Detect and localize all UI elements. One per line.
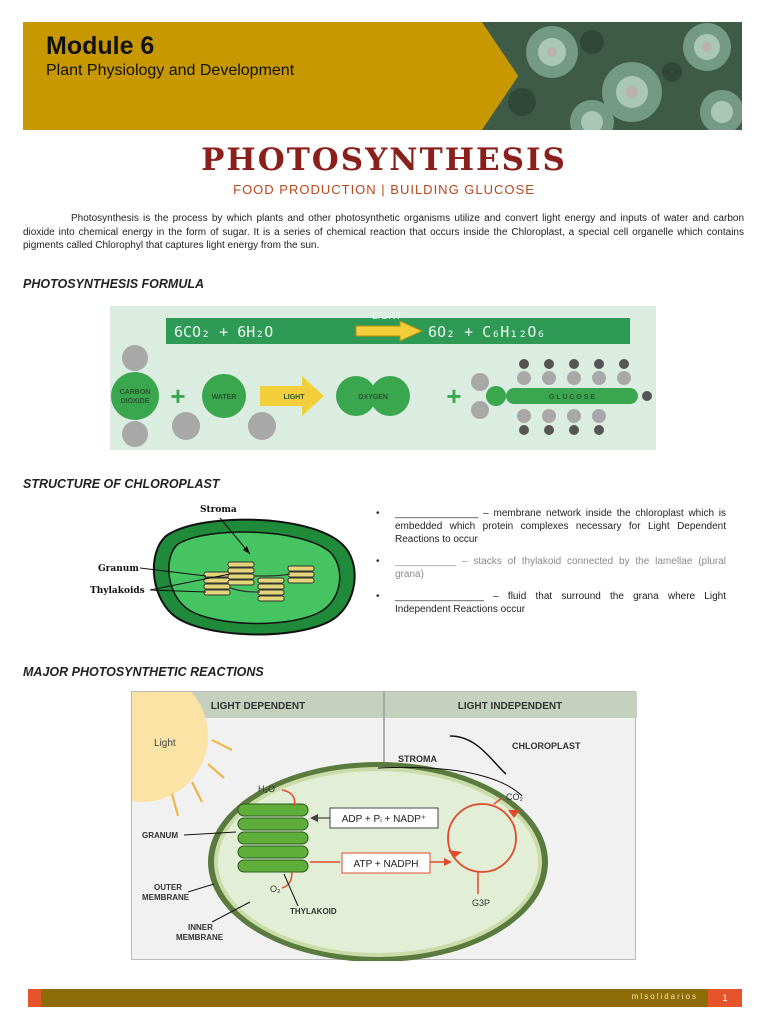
glucose-h-atom-1 — [471, 373, 489, 391]
equation-right: 6O₂ + C₆H₁₂O₆ — [428, 323, 546, 341]
water-atom-left — [172, 412, 200, 440]
stroma-label: Stroma — [200, 505, 237, 515]
co2-atom-top — [122, 345, 148, 371]
footer-accent — [28, 989, 41, 1007]
water-atom-right — [248, 412, 276, 440]
co2-label: CO₂ — [506, 792, 523, 802]
equation-light-label: LIGHT — [372, 311, 402, 322]
water-label: WATER — [211, 394, 237, 401]
module-title: Module 6 — [46, 32, 155, 60]
h2o-label: H₂O — [258, 784, 275, 794]
intro-paragraph: Photosynthesis is the process by which plants and other photosynthetic organisms utilize and convert light energy and inputs of water and carbon dioxide into chemical energy in the form of sugar. It is a series of chemical reaction that occurs inside the Chloroplast, a special cell organelle which contains pigments called Chlorophyl that captures light energy from the sun. — [23, 213, 744, 251]
adp-label: ADP + Pᵢ + NADP⁺ — [341, 814, 427, 825]
co2-label-1: CARBON — [119, 389, 151, 396]
carbon-dioxide-molecule — [111, 372, 159, 420]
plus-1: + — [170, 381, 186, 411]
stroma-label: STROMA — [398, 754, 437, 764]
granum-label: Granum — [98, 564, 139, 574]
inner-membrane-label-2: MEMBRANE — [176, 933, 224, 942]
light-independent-heading: LIGHT INDEPENDENT — [457, 701, 563, 712]
section-heading-formula: PHOTOSYNTHESIS FORMULA — [23, 277, 205, 291]
granum-stack — [238, 804, 308, 872]
chloroplast-illustration — [80, 496, 370, 646]
section-heading-structure: STRUCTURE OF CHLOROPLAST — [23, 477, 220, 491]
o2-label: O₂ — [270, 884, 281, 894]
thylakoid-label: THYLAKOID — [290, 907, 337, 916]
g3p-label: G3P — [472, 898, 491, 908]
oxygen-label: OXYGEN — [358, 394, 388, 401]
footer-author: mlsolidarios — [631, 992, 698, 1001]
glucose-h-atom-2 — [471, 401, 489, 419]
chloroplast-bracket — [450, 736, 506, 774]
inner-membrane-label-1: INNER — [188, 923, 213, 932]
thylakoids-label: Thylakoids — [90, 586, 145, 596]
section-heading-reactions: MAJOR PHOTOSYNTHETIC REACTIONS — [23, 665, 264, 679]
succulent-image — [482, 22, 742, 130]
glucose-label: G L U C O S E — [548, 394, 596, 401]
page-number: 1 — [708, 989, 742, 1007]
bullet-grana: • ___________ – stacks of thylakoid connected by the lamellae (plural grana) — [376, 555, 726, 581]
chloroplast-diagram — [80, 496, 370, 646]
granum-label: GRANUM — [142, 831, 178, 840]
light-label: Light — [154, 738, 176, 749]
page-title: PHOTOSYNTHESIS — [201, 142, 567, 178]
atp-label: ATP + NADPH — [353, 859, 419, 870]
light-label: LIGHT — [283, 394, 305, 401]
chloroplast-bullet-list — [376, 507, 726, 625]
chloroplast-label: CHLOROPLAST — [512, 741, 581, 751]
formula-diagram — [110, 306, 656, 450]
bullet-stroma: • ________________ – fluid that surround the grana where Light Independent Reactions occur — [376, 590, 726, 616]
page-subtitle: FOOD PRODUCTION | BUILDING GLUCOSE — [233, 182, 535, 197]
reactions-illustration — [132, 692, 637, 961]
co2-label-2: DIOXIDE — [120, 398, 150, 405]
bullet-thylakoid: • _______________ – membrane network inside the chloroplast which is embedded which protein complexes necessary for Light Dependent Reactions to occur — [376, 507, 726, 546]
page-footer — [28, 989, 742, 1007]
outer-membrane-pointer — [188, 884, 214, 892]
plus-2: + — [446, 381, 462, 411]
light-dependent-heading: LIGHT DEPENDENT — [210, 701, 306, 712]
equation-left: 6CO₂ + 6H₂O — [174, 323, 274, 341]
outer-membrane-label-2: MEMBRANE — [142, 893, 190, 902]
co2-atom-bottom — [122, 421, 148, 447]
reactions-diagram — [131, 691, 636, 960]
outer-membrane-label-1: OUTER — [154, 883, 182, 892]
glucose-o-atom — [486, 386, 506, 406]
formula-illustration — [110, 306, 656, 450]
succulent-photo — [482, 22, 742, 130]
module-subtitle: Plant Physiology and Development — [46, 62, 295, 79]
